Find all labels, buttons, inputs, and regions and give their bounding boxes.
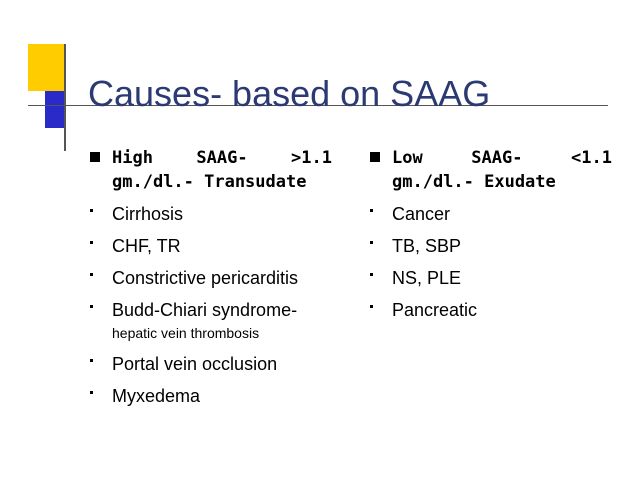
list-item (86, 352, 348, 376)
list-item (86, 384, 348, 408)
list-item-label: Cirrhosis (112, 204, 184, 224)
list-item-label: NS, PLE (392, 268, 462, 288)
list-item-label: Cancer (392, 204, 451, 224)
left-heading: High SAAG- >1.1 gm./dl.- Transudate (112, 148, 332, 192)
dot-bullet-icon (90, 273, 93, 276)
list-item (86, 266, 348, 290)
list-item-label: Myxedema (112, 386, 201, 406)
list-item-label: Constrictive pericarditis (112, 268, 299, 288)
list-item (366, 234, 616, 258)
dot-bullet-icon (90, 209, 93, 212)
dot-bullet-icon (370, 305, 373, 308)
decor-blue-square (45, 91, 64, 128)
list-item (366, 266, 616, 290)
list-item-label: TB, SBP (392, 236, 462, 256)
decor-vertical-line (64, 44, 66, 151)
right-heading: Low SAAG- <1.1 gm./dl.- Exudate (392, 148, 612, 192)
list-item-label: Pancreatic (392, 300, 478, 320)
list-item (86, 298, 348, 344)
square-bullet-icon (90, 152, 100, 162)
dot-bullet-icon (90, 359, 93, 362)
list-item-label: Portal vein occlusion (112, 354, 278, 374)
list-item-sublabel: hepatic vein thrombosis (112, 325, 260, 341)
right-heading-item (366, 146, 616, 194)
dot-bullet-icon (370, 273, 373, 276)
list-item (86, 234, 348, 258)
decor-yellow-square (28, 44, 64, 91)
dot-bullet-icon (90, 391, 93, 394)
dot-bullet-icon (90, 305, 93, 308)
right-column (366, 146, 616, 322)
dot-bullet-icon (370, 241, 373, 244)
square-bullet-icon (370, 152, 380, 162)
list-item-label: CHF, TR (112, 236, 181, 256)
slide-title: Causes- based on SAAG (88, 73, 491, 114)
list-item (366, 202, 616, 226)
list-item-label: Budd-Chiari syndrome- (112, 300, 298, 320)
list-item (366, 298, 616, 322)
left-column (86, 146, 348, 408)
left-heading-item (86, 146, 348, 194)
dot-bullet-icon (90, 241, 93, 244)
list-item (86, 202, 348, 226)
dot-bullet-icon (370, 209, 373, 212)
